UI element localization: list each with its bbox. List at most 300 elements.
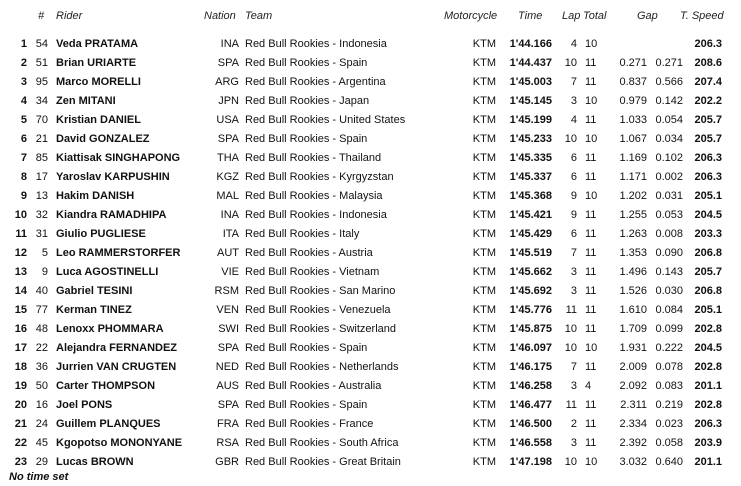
- table-body: [0, 35, 741, 472]
- team-cell: Red Bull Rookies - Kyrgyzstan: [245, 171, 394, 183]
- total-cell: 10: [585, 95, 598, 107]
- team-cell: Red Bull Rookies - Netherlands: [245, 361, 399, 373]
- gap-first-cell: 1.353: [619, 247, 647, 259]
- table-row: [0, 187, 741, 206]
- position-cell: 16: [14, 323, 27, 335]
- team-cell: Red Bull Rookies - Spain: [245, 57, 368, 69]
- number-cell: 32: [35, 209, 48, 221]
- gap-first-cell: 1.067: [619, 133, 647, 145]
- total-cell: 11: [585, 57, 597, 69]
- motorcycle-cell: KTM: [472, 323, 496, 335]
- team-cell: Red Bull Rookies - Indonesia: [245, 38, 387, 50]
- speed-cell: 202.2: [694, 95, 722, 107]
- speed-cell: 207.4: [694, 76, 722, 88]
- nation-cell: ITA: [222, 228, 239, 240]
- lap-cell: 10: [564, 323, 577, 335]
- number-cell: 24: [35, 418, 48, 430]
- gap-previous-cell: 0.031: [655, 190, 683, 202]
- number-cell: 17: [35, 171, 48, 183]
- total-cell: 11: [585, 361, 597, 373]
- time-cell: 1'46.175: [509, 361, 552, 373]
- total-cell: 11: [585, 76, 597, 88]
- total-cell: 10: [585, 133, 598, 145]
- lap-cell: 6: [570, 152, 577, 164]
- nation-cell: RSM: [214, 285, 239, 297]
- rider-cell: Guillem PLANQUES: [56, 418, 161, 430]
- gap-first-cell: 1.526: [619, 285, 647, 297]
- lap-cell: 9: [570, 190, 577, 202]
- lap-cell: 3: [570, 437, 577, 449]
- total-cell: 11: [585, 114, 597, 126]
- position-cell: 13: [14, 266, 27, 278]
- nation-cell: SPA: [217, 57, 239, 69]
- speed-cell: 206.8: [694, 285, 722, 297]
- table-row: [0, 149, 741, 168]
- header-speed: T. Speed: [680, 10, 724, 22]
- rider-cell: Kerman TINEZ: [56, 304, 132, 316]
- number-cell: 31: [35, 228, 48, 240]
- gap-first-cell: 0.271: [619, 57, 647, 69]
- table-row: [0, 54, 741, 73]
- gap-previous-cell: 0.222: [655, 342, 683, 354]
- nation-cell: KGZ: [216, 171, 239, 183]
- gap-previous-cell: 0.002: [655, 171, 683, 183]
- rider-cell: Marco MORELLI: [56, 76, 141, 88]
- time-cell: 1'45.233: [509, 133, 552, 145]
- time-cell: 1'46.258: [509, 380, 552, 392]
- rider-cell: Zen MITANI: [56, 95, 116, 107]
- time-cell: 1'44.166: [509, 38, 552, 50]
- lap-cell: 3: [570, 266, 577, 278]
- position-cell: 1: [20, 38, 27, 50]
- total-cell: 11: [585, 228, 597, 240]
- number-cell: 95: [35, 76, 48, 88]
- gap-first-cell: 1.171: [619, 171, 647, 183]
- team-cell: Red Bull Rookies - United States: [245, 114, 406, 126]
- position-cell: 5: [20, 114, 27, 126]
- table-row: [0, 111, 741, 130]
- nation-cell: VEN: [216, 304, 239, 316]
- gap-previous-cell: 0.640: [655, 456, 683, 468]
- number-cell: 22: [35, 342, 48, 354]
- motorcycle-cell: KTM: [472, 247, 496, 259]
- rider-cell: Lucas BROWN: [56, 456, 134, 468]
- team-cell: Red Bull Rookies - Japan: [245, 95, 370, 107]
- table-row: [0, 434, 741, 453]
- motorcycle-cell: KTM: [472, 38, 496, 50]
- gap-first-cell: 2.009: [619, 361, 647, 373]
- table-row: [0, 225, 741, 244]
- total-cell: 10: [585, 38, 598, 50]
- lap-cell: 7: [570, 247, 577, 259]
- time-cell: 1'46.500: [509, 418, 552, 430]
- number-cell: 45: [35, 437, 48, 449]
- nation-cell: SWI: [218, 323, 239, 335]
- number-cell: 36: [35, 361, 48, 373]
- position-cell: 21: [14, 418, 27, 430]
- team-cell: Red Bull Rookies - Vietnam: [245, 266, 380, 278]
- table-row: [0, 206, 741, 225]
- gap-previous-cell: 0.143: [655, 266, 683, 278]
- number-cell: 77: [35, 304, 48, 316]
- rider-cell: David GONZALEZ: [56, 133, 150, 145]
- nation-cell: JPN: [218, 95, 239, 107]
- team-cell: Red Bull Rookies - Spain: [245, 342, 368, 354]
- motorcycle-cell: KTM: [472, 399, 496, 411]
- header-gap: Gap: [637, 10, 658, 22]
- number-cell: 16: [35, 399, 48, 411]
- table-row: [0, 415, 741, 434]
- position-cell: 2: [20, 57, 27, 69]
- time-cell: 1'46.558: [509, 437, 552, 449]
- position-cell: 19: [14, 380, 27, 392]
- gap-first-cell: 1.263: [619, 228, 647, 240]
- team-cell: Red Bull Rookies - Austria: [245, 247, 373, 259]
- motorcycle-cell: KTM: [472, 133, 496, 145]
- position-cell: 9: [20, 190, 27, 202]
- nation-cell: GBR: [215, 456, 239, 468]
- rider-cell: Hakim DANISH: [56, 190, 135, 202]
- gap-previous-cell: 0.271: [655, 57, 683, 69]
- time-cell: 1'45.145: [509, 95, 552, 107]
- team-cell: Red Bull Rookies - Australia: [245, 380, 382, 392]
- nation-cell: AUS: [216, 380, 239, 392]
- position-cell: 12: [14, 247, 27, 259]
- speed-cell: 205.7: [694, 133, 722, 145]
- gap-first-cell: 3.032: [619, 456, 647, 468]
- table-header: [0, 10, 741, 26]
- speed-cell: 204.5: [694, 342, 722, 354]
- time-cell: 1'45.335: [509, 152, 552, 164]
- rider-cell: Leo RAMMERSTORFER: [56, 247, 181, 259]
- lap-cell: 4: [570, 114, 577, 126]
- table-row: [0, 168, 741, 187]
- gap-previous-cell: 0.053: [655, 209, 683, 221]
- position-cell: 17: [14, 342, 27, 354]
- position-cell: 23: [14, 456, 27, 468]
- gap-previous-cell: 0.030: [655, 285, 683, 297]
- time-cell: 1'45.519: [509, 247, 552, 259]
- nation-cell: SPA: [217, 133, 239, 145]
- gap-first-cell: 1.709: [619, 323, 647, 335]
- nation-cell: AUT: [217, 247, 239, 259]
- time-cell: 1'46.477: [509, 399, 552, 411]
- motorcycle-cell: KTM: [472, 57, 496, 69]
- nation-cell: INA: [220, 38, 239, 50]
- position-cell: 20: [14, 399, 27, 411]
- number-cell: 48: [35, 323, 48, 335]
- time-cell: 1'45.003: [509, 76, 552, 88]
- nation-cell: RSA: [216, 437, 239, 449]
- lap-cell: 11: [565, 304, 577, 316]
- lap-cell: 3: [570, 380, 577, 392]
- gap-previous-cell: 0.142: [655, 95, 683, 107]
- gap-first-cell: 2.334: [619, 418, 647, 430]
- number-cell: 51: [35, 57, 48, 69]
- position-cell: 10: [14, 209, 27, 221]
- lap-cell: 11: [565, 399, 577, 411]
- team-cell: Red Bull Rookies - Switzerland: [245, 323, 397, 335]
- number-cell: 5: [41, 247, 48, 259]
- gap-previous-cell: 0.054: [655, 114, 683, 126]
- number-cell: 85: [35, 152, 48, 164]
- table-row: [0, 263, 741, 282]
- number-cell: 50: [35, 380, 48, 392]
- team-cell: Red Bull Rookies - Spain: [245, 399, 368, 411]
- position-cell: 11: [15, 228, 27, 240]
- time-cell: 1'45.662: [509, 266, 552, 278]
- position-cell: 18: [14, 361, 27, 373]
- gap-previous-cell: 0.078: [655, 361, 683, 373]
- table-row: [0, 396, 741, 415]
- header-total: Total: [583, 10, 607, 22]
- gap-first-cell: 1.169: [619, 152, 647, 164]
- header-rider: Rider: [56, 10, 83, 22]
- team-cell: Red Bull Rookies - South Africa: [245, 437, 399, 449]
- speed-cell: 202.8: [694, 361, 722, 373]
- speed-cell: 206.3: [694, 38, 722, 50]
- total-cell: 11: [585, 304, 597, 316]
- motorcycle-cell: KTM: [472, 152, 496, 164]
- rider-cell: Luca AGOSTINELLI: [56, 266, 159, 278]
- table-row: [0, 320, 741, 339]
- time-cell: 1'45.337: [509, 171, 552, 183]
- team-cell: Red Bull Rookies - Venezuela: [245, 304, 391, 316]
- nation-cell: FRA: [217, 418, 239, 430]
- speed-cell: 202.8: [694, 399, 722, 411]
- time-cell: 1'45.429: [509, 228, 552, 240]
- nation-cell: SPA: [217, 399, 239, 411]
- team-cell: Red Bull Rookies - Thailand: [245, 152, 382, 164]
- lap-cell: 7: [570, 76, 577, 88]
- rider-cell: Kgopotso MONONYANE: [56, 437, 183, 449]
- header-motorcycle: Motorcycle: [444, 10, 498, 22]
- total-cell: 11: [585, 152, 597, 164]
- lap-cell: 4: [570, 38, 577, 50]
- motorcycle-cell: KTM: [472, 342, 496, 354]
- number-cell: 54: [35, 38, 48, 50]
- rider-cell: Jurrien VAN CRUGTEN: [56, 361, 177, 373]
- speed-cell: 205.7: [694, 114, 722, 126]
- header-lap: Lap: [562, 10, 581, 22]
- motorcycle-cell: KTM: [472, 228, 496, 240]
- gap-first-cell: 0.979: [619, 95, 647, 107]
- speed-cell: 205.7: [694, 266, 722, 278]
- lap-cell: 9: [570, 209, 577, 221]
- team-cell: Red Bull Rookies - San Marino: [245, 285, 396, 297]
- motorcycle-cell: KTM: [472, 209, 496, 221]
- table-row: [0, 244, 741, 263]
- speed-cell: 205.1: [694, 304, 722, 316]
- total-cell: 11: [585, 209, 597, 221]
- gap-previous-cell: 0.090: [655, 247, 683, 259]
- rider-cell: Kiandra RAMADHIPA: [56, 209, 167, 221]
- number-cell: 29: [35, 456, 48, 468]
- time-cell: 1'45.776: [509, 304, 552, 316]
- rider-cell: Kiattisak SINGHAPONG: [56, 152, 181, 164]
- time-cell: 1'47.198: [509, 456, 552, 468]
- motorcycle-cell: KTM: [472, 171, 496, 183]
- time-cell: 1'45.692: [509, 285, 552, 297]
- nation-cell: THA: [217, 152, 239, 164]
- speed-cell: 205.1: [694, 190, 722, 202]
- gap-first-cell: 1.931: [619, 342, 647, 354]
- lap-cell: 6: [570, 171, 577, 183]
- rider-cell: Veda PRATAMA: [56, 38, 139, 50]
- speed-cell: 206.8: [694, 247, 722, 259]
- speed-cell: 204.5: [694, 209, 722, 221]
- gap-previous-cell: 0.219: [655, 399, 683, 411]
- lap-cell: 6: [570, 228, 577, 240]
- gap-previous-cell: 0.566: [655, 76, 683, 88]
- rider-cell: Lenoxx PHOMMARA: [56, 323, 164, 335]
- time-cell: 1'45.875: [509, 323, 552, 335]
- gap-previous-cell: 0.023: [655, 418, 683, 430]
- position-cell: 7: [20, 152, 27, 164]
- total-cell: 11: [585, 323, 597, 335]
- lap-cell: 10: [564, 342, 577, 354]
- team-cell: Red Bull Rookies - Spain: [245, 133, 368, 145]
- number-cell: 34: [35, 95, 48, 107]
- position-cell: 3: [20, 76, 27, 88]
- position-cell: 8: [20, 171, 27, 183]
- nation-cell: ARG: [215, 76, 239, 88]
- number-cell: 70: [35, 114, 48, 126]
- total-cell: 10: [585, 456, 598, 468]
- total-cell: 4: [585, 380, 592, 392]
- gap-previous-cell: 0.102: [655, 152, 683, 164]
- table-row: [0, 453, 741, 472]
- team-cell: Red Bull Rookies - Great Britain: [245, 456, 401, 468]
- time-cell: 1'45.199: [509, 114, 552, 126]
- gap-previous-cell: 0.083: [655, 380, 683, 392]
- lap-cell: 7: [570, 361, 577, 373]
- speed-cell: 206.3: [694, 418, 722, 430]
- speed-cell: 201.1: [694, 380, 722, 392]
- nation-cell: SPA: [217, 342, 239, 354]
- lap-cell: 10: [564, 133, 577, 145]
- speed-cell: 201.1: [694, 456, 722, 468]
- no-time-note: No time set: [9, 471, 69, 483]
- header-team: Team: [245, 10, 273, 22]
- number-cell: 13: [35, 190, 48, 202]
- gap-first-cell: 1.610: [619, 304, 647, 316]
- time-cell: 1'46.097: [509, 342, 552, 354]
- total-cell: 11: [585, 171, 597, 183]
- lap-cell: 2: [570, 418, 577, 430]
- total-cell: 11: [585, 418, 597, 430]
- speed-cell: 202.8: [694, 323, 722, 335]
- table-row: [0, 73, 741, 92]
- time-cell: 1'45.421: [509, 209, 552, 221]
- header-time: Time: [518, 10, 543, 22]
- total-cell: 11: [585, 247, 597, 259]
- gap-previous-cell: 0.008: [655, 228, 683, 240]
- rider-cell: Giulio PUGLIESE: [56, 228, 146, 240]
- motorcycle-cell: KTM: [472, 304, 496, 316]
- gap-first-cell: 2.392: [619, 437, 647, 449]
- motorcycle-cell: KTM: [472, 437, 496, 449]
- speed-cell: 203.3: [694, 228, 722, 240]
- total-cell: 11: [585, 437, 597, 449]
- team-cell: Red Bull Rookies - France: [245, 418, 374, 430]
- motorcycle-cell: KTM: [472, 361, 496, 373]
- team-cell: Red Bull Rookies - Argentina: [245, 76, 386, 88]
- team-cell: Red Bull Rookies - Indonesia: [245, 209, 387, 221]
- speed-cell: 208.6: [694, 57, 722, 69]
- time-cell: 1'44.437: [509, 57, 552, 69]
- motorcycle-cell: KTM: [472, 418, 496, 430]
- position-cell: 4: [20, 95, 27, 107]
- position-cell: 6: [20, 133, 27, 145]
- nation-cell: NED: [215, 361, 239, 373]
- header-pos: #: [38, 10, 45, 22]
- total-cell: 11: [585, 266, 597, 278]
- number-cell: 40: [35, 285, 48, 297]
- table-row: [0, 377, 741, 396]
- rider-cell: Gabriel TESINI: [56, 285, 133, 297]
- nation-cell: VIE: [221, 266, 239, 278]
- total-cell: 11: [585, 285, 597, 297]
- nation-cell: INA: [220, 209, 239, 221]
- lap-cell: 10: [564, 456, 577, 468]
- header-nation: Nation: [204, 10, 236, 22]
- table-row: [0, 358, 741, 377]
- motorcycle-cell: KTM: [472, 380, 496, 392]
- rider-cell: Brian URIARTE: [56, 57, 137, 69]
- time-cell: 1'45.368: [509, 190, 552, 202]
- table-row: [0, 301, 741, 320]
- gap-previous-cell: 0.058: [655, 437, 683, 449]
- total-cell: 10: [585, 190, 598, 202]
- motorcycle-cell: KTM: [472, 285, 496, 297]
- motorcycle-cell: KTM: [472, 114, 496, 126]
- total-cell: 10: [585, 342, 598, 354]
- table-row: [0, 35, 741, 54]
- gap-previous-cell: 0.084: [655, 304, 683, 316]
- speed-cell: 203.9: [694, 437, 722, 449]
- motorcycle-cell: KTM: [472, 190, 496, 202]
- rider-cell: Carter THOMPSON: [56, 380, 156, 392]
- lap-cell: 3: [570, 95, 577, 107]
- gap-first-cell: 2.311: [620, 399, 647, 411]
- total-cell: 11: [585, 399, 597, 411]
- gap-previous-cell: 0.099: [655, 323, 683, 335]
- lap-cell: 3: [570, 285, 577, 297]
- team-cell: Red Bull Rookies - Italy: [245, 228, 360, 240]
- rider-cell: Alejandra FERNANDEZ: [56, 342, 178, 354]
- motorcycle-cell: KTM: [472, 95, 496, 107]
- gap-first-cell: 2.092: [619, 380, 647, 392]
- speed-cell: 206.3: [694, 171, 722, 183]
- gap-first-cell: 1.496: [619, 266, 647, 278]
- gap-previous-cell: 0.034: [655, 133, 683, 145]
- number-cell: 21: [35, 133, 48, 145]
- rider-cell: Joel PONS: [56, 399, 113, 411]
- motorcycle-cell: KTM: [472, 76, 496, 88]
- lap-cell: 10: [564, 57, 577, 69]
- nation-cell: MAL: [216, 190, 239, 202]
- position-cell: 15: [14, 304, 27, 316]
- table-row: [0, 282, 741, 301]
- gap-first-cell: 0.837: [619, 76, 647, 88]
- nation-cell: USA: [216, 114, 239, 126]
- speed-cell: 206.3: [694, 152, 722, 164]
- position-cell: 14: [14, 285, 27, 297]
- gap-first-cell: 1.255: [619, 209, 647, 221]
- table-row: [0, 130, 741, 149]
- table-row: [0, 92, 741, 111]
